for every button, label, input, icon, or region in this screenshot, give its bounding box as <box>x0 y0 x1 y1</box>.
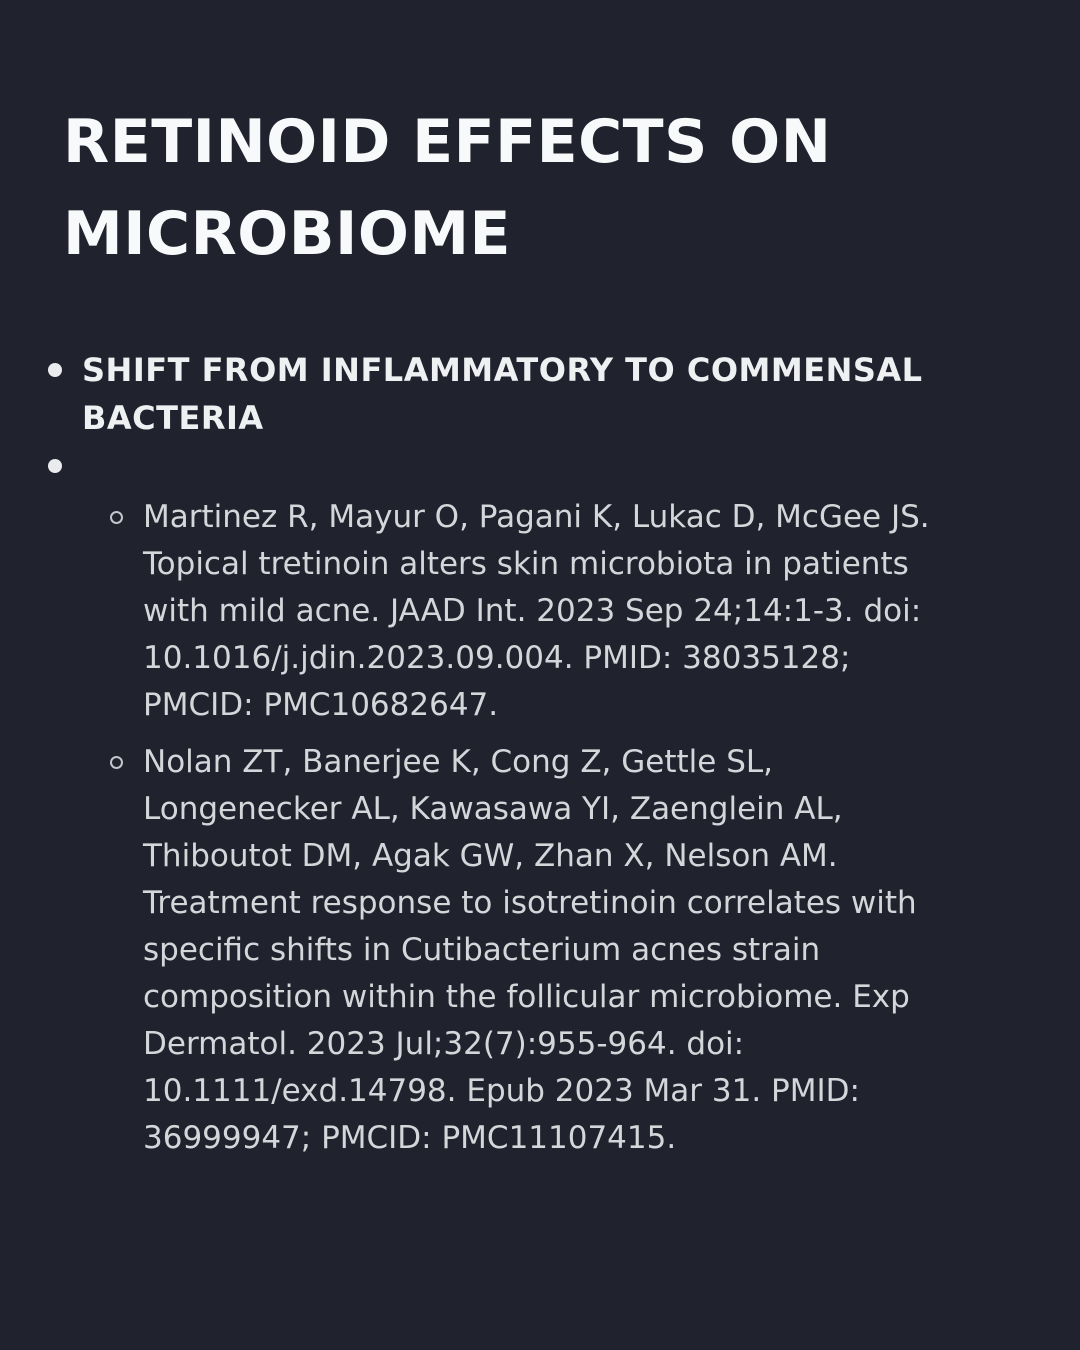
bullet-label: SHIFT FROM INFLAMMATORY TO COMMENSAL BACTERIA <box>82 351 923 437</box>
hollow-circle-bullet-icon <box>110 756 123 769</box>
bullet-label-empty <box>82 442 942 490</box>
citation-text: Nolan ZT, Banerjee K, Cong Z, Gettle SL, Longenecker AL, Kawasawa YI, Zaenglein AL, Thiboutot DM, Agak GW, Zhan X, Nelson AM. Treatment response to isotretinoin correlates with specific shifts in Cutibacterium acnes strain composition within the follicular microbiome. Exp Dermatol. 2023 Jul;32(7):955-964. doi: 10.1111/exd.14798. Epub 2023 Mar 31. PMID: 36999947; PMCID: PMC11107415. <box>143 744 917 1156</box>
slide-title: RETINOID EFFECTS ON MICROBIOME <box>63 107 832 269</box>
filled-bullet-icon <box>48 459 62 473</box>
bullet-item <box>48 346 1040 442</box>
bullet-list <box>48 346 1040 1162</box>
bullet-body <box>82 442 1040 1162</box>
citation-item <box>82 739 1040 1162</box>
hollow-circle-bullet-icon <box>110 511 123 524</box>
bullet-item <box>48 442 1040 1162</box>
filled-bullet-icon <box>48 363 62 377</box>
citation-list <box>82 494 1040 1162</box>
citation-item <box>82 494 1040 729</box>
citation-text: Martinez R, Mayur O, Pagani K, Lukac D, McGee JS. Topical tretinoin alters skin microbiota in patients with mild acne. JAAD Int. 2023 Sep 24;14:1-3. doi: 10.1016/j.jdin.2023.09.004. PMID: 38035128; PMCID: PMC10682647. <box>143 499 930 723</box>
